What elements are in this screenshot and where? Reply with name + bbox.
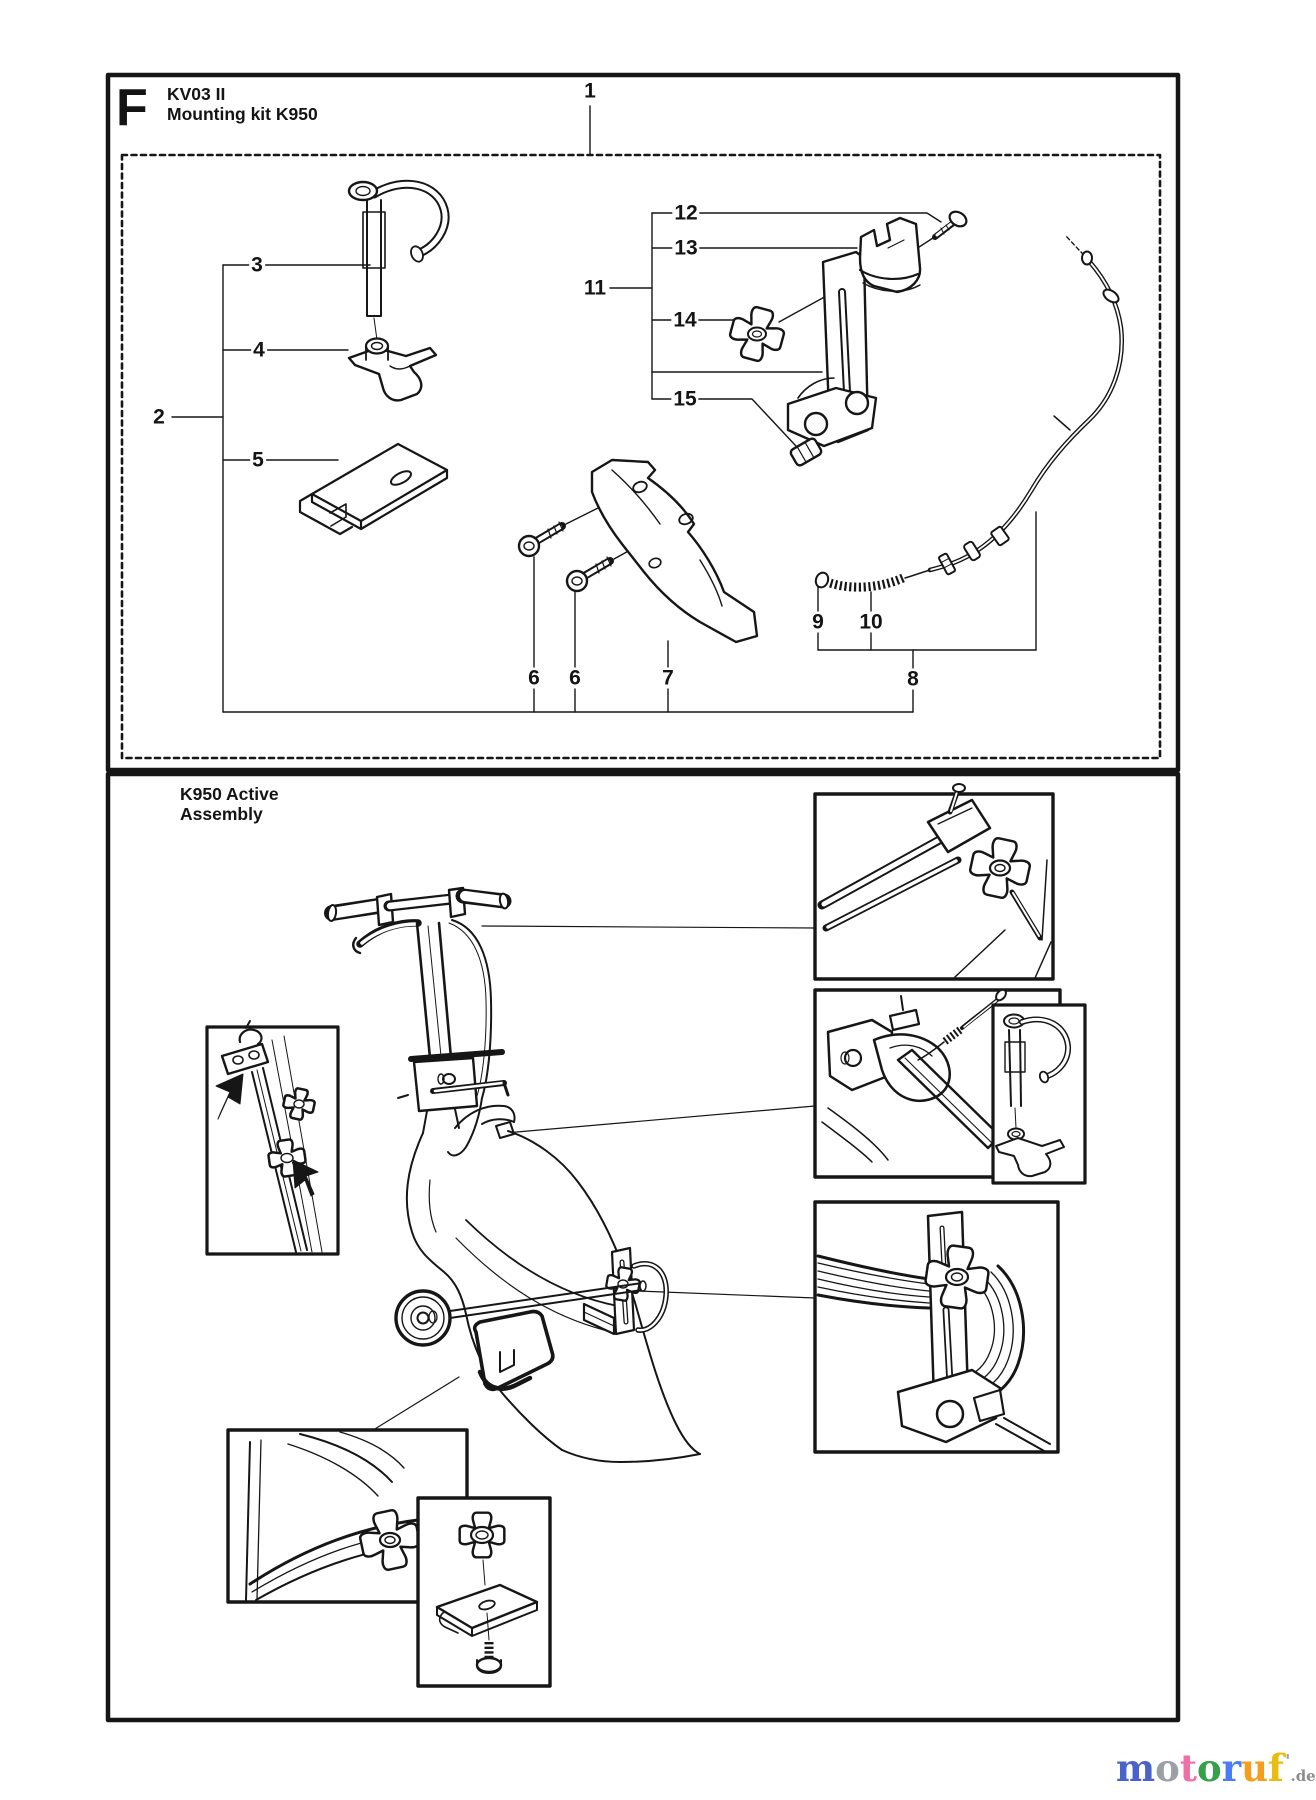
logo-suffix: .de — [1290, 1767, 1316, 1785]
part-label-6b: 6 — [569, 666, 581, 690]
part-label-2: 2 — [153, 405, 165, 429]
callout-lines-bottom — [370, 926, 815, 1432]
detail-box-knob-exploded — [418, 1498, 550, 1686]
logo-letter: o — [1196, 1746, 1222, 1790]
assembly-title-line1: K950 Active — [180, 784, 279, 804]
motoruf-logo — [1116, 1746, 1316, 1790]
assembly-title — [180, 784, 279, 824]
part-label-9: 9 — [812, 610, 824, 634]
detail-box-guard-knob — [815, 1202, 1058, 1452]
logo-letter: f — [1268, 1746, 1284, 1790]
part-6-screw-a — [519, 522, 563, 556]
part-label-15: 15 — [673, 387, 697, 411]
part-label-4: 4 — [253, 338, 265, 362]
cart-assembly-drawing — [327, 888, 700, 1462]
top-section-frame — [108, 75, 1178, 770]
part-label-10: 10 — [859, 610, 883, 634]
callout-lines-top — [172, 106, 1036, 712]
logo-letter: t — [1179, 1746, 1197, 1790]
logo-tick: ' — [1284, 1751, 1291, 1772]
part-12-bolt — [935, 209, 969, 237]
logo-letter: m — [1116, 1746, 1156, 1790]
logo-letter: u — [1241, 1746, 1269, 1790]
part-3-handle-rod — [349, 182, 445, 340]
part-label-6a: 6 — [528, 666, 540, 690]
part-label-1: 1 — [584, 79, 596, 103]
part-13-clip — [860, 218, 920, 292]
part-label-14: 14 — [673, 308, 697, 332]
part-label-5: 5 — [252, 448, 264, 472]
part-label-13: 13 — [674, 236, 698, 260]
part-label-12: 12 — [674, 201, 698, 225]
part-label-8: 8 — [907, 667, 919, 691]
part-14-star-knob — [725, 302, 788, 365]
kit-dashed-boundary — [122, 155, 1160, 758]
logo-letter: r — [1221, 1746, 1242, 1790]
part-7-support-bracket — [592, 460, 757, 642]
part-11-lever-bracket — [788, 252, 876, 446]
part-label-11: 11 — [583, 276, 607, 300]
assembly-title-line2: Assembly — [180, 804, 263, 824]
part-label-3: 3 — [251, 253, 263, 277]
detail-box-handlebar-knob — [815, 784, 1053, 979]
kit-header — [167, 84, 318, 124]
model-code: KV03 II — [167, 84, 226, 104]
logo-letter: o — [1155, 1746, 1180, 1790]
part-label-7: 7 — [662, 666, 674, 690]
figure-letter: F — [116, 79, 148, 137]
detail-box-upper-clamp — [207, 1021, 338, 1254]
detail-box-rod-clamp — [993, 1005, 1085, 1183]
kit-title: Mounting kit K950 — [167, 104, 318, 124]
part-6-screw-b — [567, 557, 611, 591]
part-4-clamp-bracket — [349, 339, 436, 401]
part-5-plate — [300, 444, 447, 534]
